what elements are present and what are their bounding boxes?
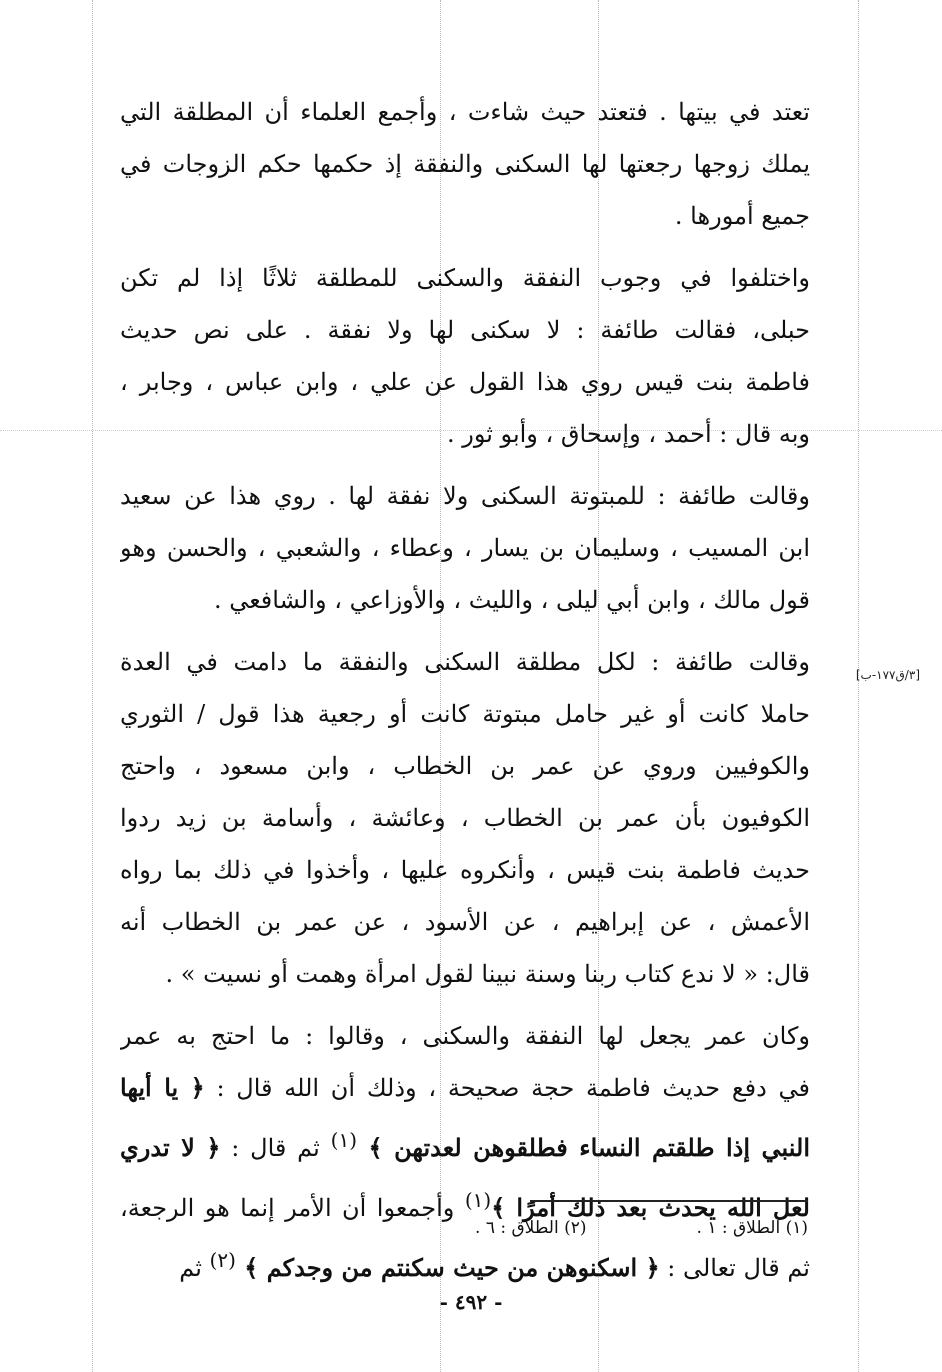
text-run: ثم — [179, 1254, 210, 1282]
text-line: ابن المسيب ، وسليمان بن يسار ، وعطاء ، والشعبي ، والحسن وهو — [120, 534, 810, 562]
paragraph-1 — [120, 86, 810, 242]
footnote: (١) الطلاق : ١ . — [696, 1218, 808, 1238]
footnote-ref: (٢) — [209, 1248, 236, 1272]
text-run: وأجمعوا أن الأمر إنما هو الرجعة، — [120, 1194, 465, 1222]
footnotes — [330, 1218, 808, 1238]
text-line: يملك زوجها رجعتها لها السكنى والنفقة إذ حكمها حكم الزوجات في — [120, 150, 810, 178]
text-line: جميع أمورها . — [674, 202, 810, 230]
paragraph-3 — [120, 470, 810, 626]
page-number: - ٤٩٢ - — [439, 1290, 503, 1314]
text-line: فاطمة بنت قيس روي هذا القول عن علي ، وابن عباس ، وجابر ، — [120, 368, 810, 396]
text-run: في دفع حديث فاطمة حجة صحيحة ، وذلك أن الله قال : — [204, 1074, 810, 1102]
text-line: وكان عمر يجعل لها النفقة والسكنى ، وقالوا : ما احتج به عمر — [120, 1022, 810, 1050]
text-line: واختلفوا في وجوب النفقة والسكنى للمطلقة ثلاثًا إذا لم تكن — [120, 264, 810, 292]
quran-quote: ﴿ يا أيها — [120, 1073, 205, 1102]
paragraph-2 — [120, 252, 810, 460]
manuscript-folio-note: [٣/ق١٧٧-ب] — [855, 668, 920, 682]
scan-guide-line — [92, 0, 93, 1372]
text-line: قول مالك ، وابن أبي ليلى ، والليث ، والأوزاعي ، والشافعي . — [213, 586, 810, 614]
footnote-ref: (١) — [330, 1128, 358, 1152]
text-line: حاملا كانت أو غير حامل مبتوتة كانت أو رجعية هذا قول / الثوري — [120, 700, 810, 728]
scan-guide-line — [858, 0, 859, 1372]
text-line — [120, 1234, 810, 1294]
text-run: ثم قال تعالى : — [659, 1254, 810, 1282]
text-line: الكوفيون بأن عمر بن الخطاب ، وعائشة ، وأسامة بن زيد ردوا — [120, 804, 810, 832]
text-run: ثم قال : — [220, 1134, 331, 1162]
quran-quote: لعل الله يحدث بعد ذلك أمرًا ﴾ — [491, 1193, 810, 1222]
quran-quote: ﴿ اسكنوهن من حيث سكنتم من وجدكم ﴾ — [235, 1253, 660, 1282]
text-line — [120, 1062, 810, 1114]
text-line: والكوفيين وروي عن عمر بن الخطاب ، وابن مسعود ، واحتج — [120, 752, 810, 780]
paragraph-4 — [120, 636, 810, 1000]
text-line: وبه قال : أحمد ، وإسحاق ، وأبو ثور . — [447, 420, 810, 448]
paragraph-5 — [120, 1010, 810, 1294]
text-line — [120, 1114, 810, 1174]
footnote: (٢) الطلاق : ٦ . — [475, 1218, 587, 1238]
text-line: تعتد في بيتها . فتعتد حيث شاءت ، وأجمع العلماء أن المطلقة التي — [120, 98, 810, 126]
text-line: وقالت طائفة : للمبتوتة السكنى ولا نفقة لها . روي هذا عن سعيد — [120, 482, 810, 510]
footnote-ref: (١) — [464, 1188, 492, 1212]
text-line: وقالت طائفة : لكل مطلقة السكنى والنفقة ما دامت في العدة — [120, 648, 810, 676]
text-line: حبلى، فقالت طائفة : لا سكنى لها ولا نفقة . على نص حديث — [120, 316, 810, 344]
text-line: الأعمش ، عن إبراهيم ، عن الأسود ، عن عمر بن الخطاب أنه — [120, 908, 810, 936]
text-line: قال: « لا ندع كتاب ربنا وسنة نبينا لقول امرأة وهمت أو نسيت » . — [165, 960, 810, 988]
footnote-divider — [530, 1200, 808, 1202]
quran-quote: ﴿ لا تدري — [120, 1133, 221, 1162]
text-line: حديث فاطمة بنت قيس ، وأنكروه عليها ، وأخذوا في ذلك بما رواه — [120, 856, 810, 884]
main-text — [120, 86, 810, 1304]
quran-quote: النبي إذا طلقتم النساء فطلقوهن لعدتهن ﴾ — [357, 1133, 810, 1162]
